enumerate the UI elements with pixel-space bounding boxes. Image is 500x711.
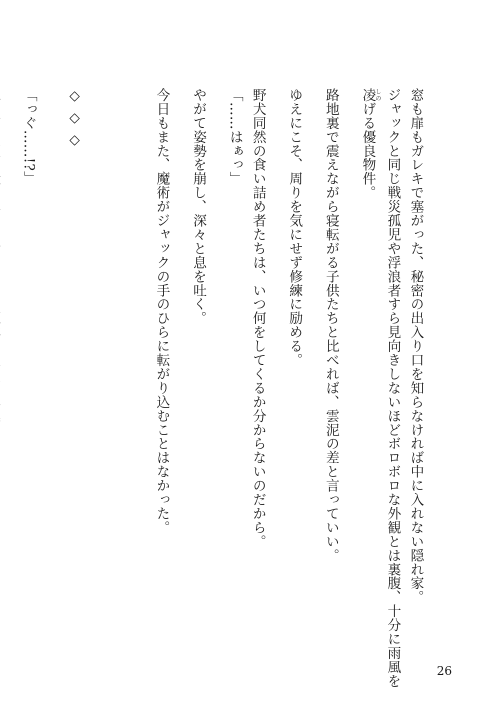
text-line: ジャックと同じ戦災孤児や浮浪者すら見向きしないほどボロボロな外観とは裏腹、十分に雨風を — [384, 88, 401, 688]
text-line — [0, 88, 17, 648]
text-line: 窓も扉もガレキで塞がった、秘密の出入り口を知らなければ中に入れない隠れ家。 — [407, 88, 424, 605]
text-line: 路地裏で震えながら寝転がる子供たちと比べれば、雲泥の差と言っていい。 — [322, 88, 339, 563]
text-line: 野犬同然の食い詰め者たちは、いつ何をしてくるか分からないのだから。 — [249, 88, 266, 549]
dialogue-line: 「っぐ……!?」 — [20, 88, 37, 186]
text-line: やがて姿勢を崩し、深々と息を吐く。 — [190, 88, 207, 326]
text-line: ゆえにこそ、周りを気にせず修練に励める。 — [286, 88, 303, 367]
blank-line — [40, 88, 63, 648]
page-number: 26 — [436, 664, 452, 678]
text-line: 今日もまた、魔術がジャックの手のひらに転がり込むことはなかった。 — [153, 88, 170, 535]
dialogue-line: 「……はぁっ」 — [226, 88, 243, 186]
blank-line — [126, 88, 149, 648]
text-line: 凌しのげる優良物件。 — [359, 88, 381, 200]
section-break: ◇◇◇ — [66, 88, 83, 155]
ruby-word: 凌しの — [359, 88, 381, 102]
vertical-text-block — [0, 88, 440, 688]
